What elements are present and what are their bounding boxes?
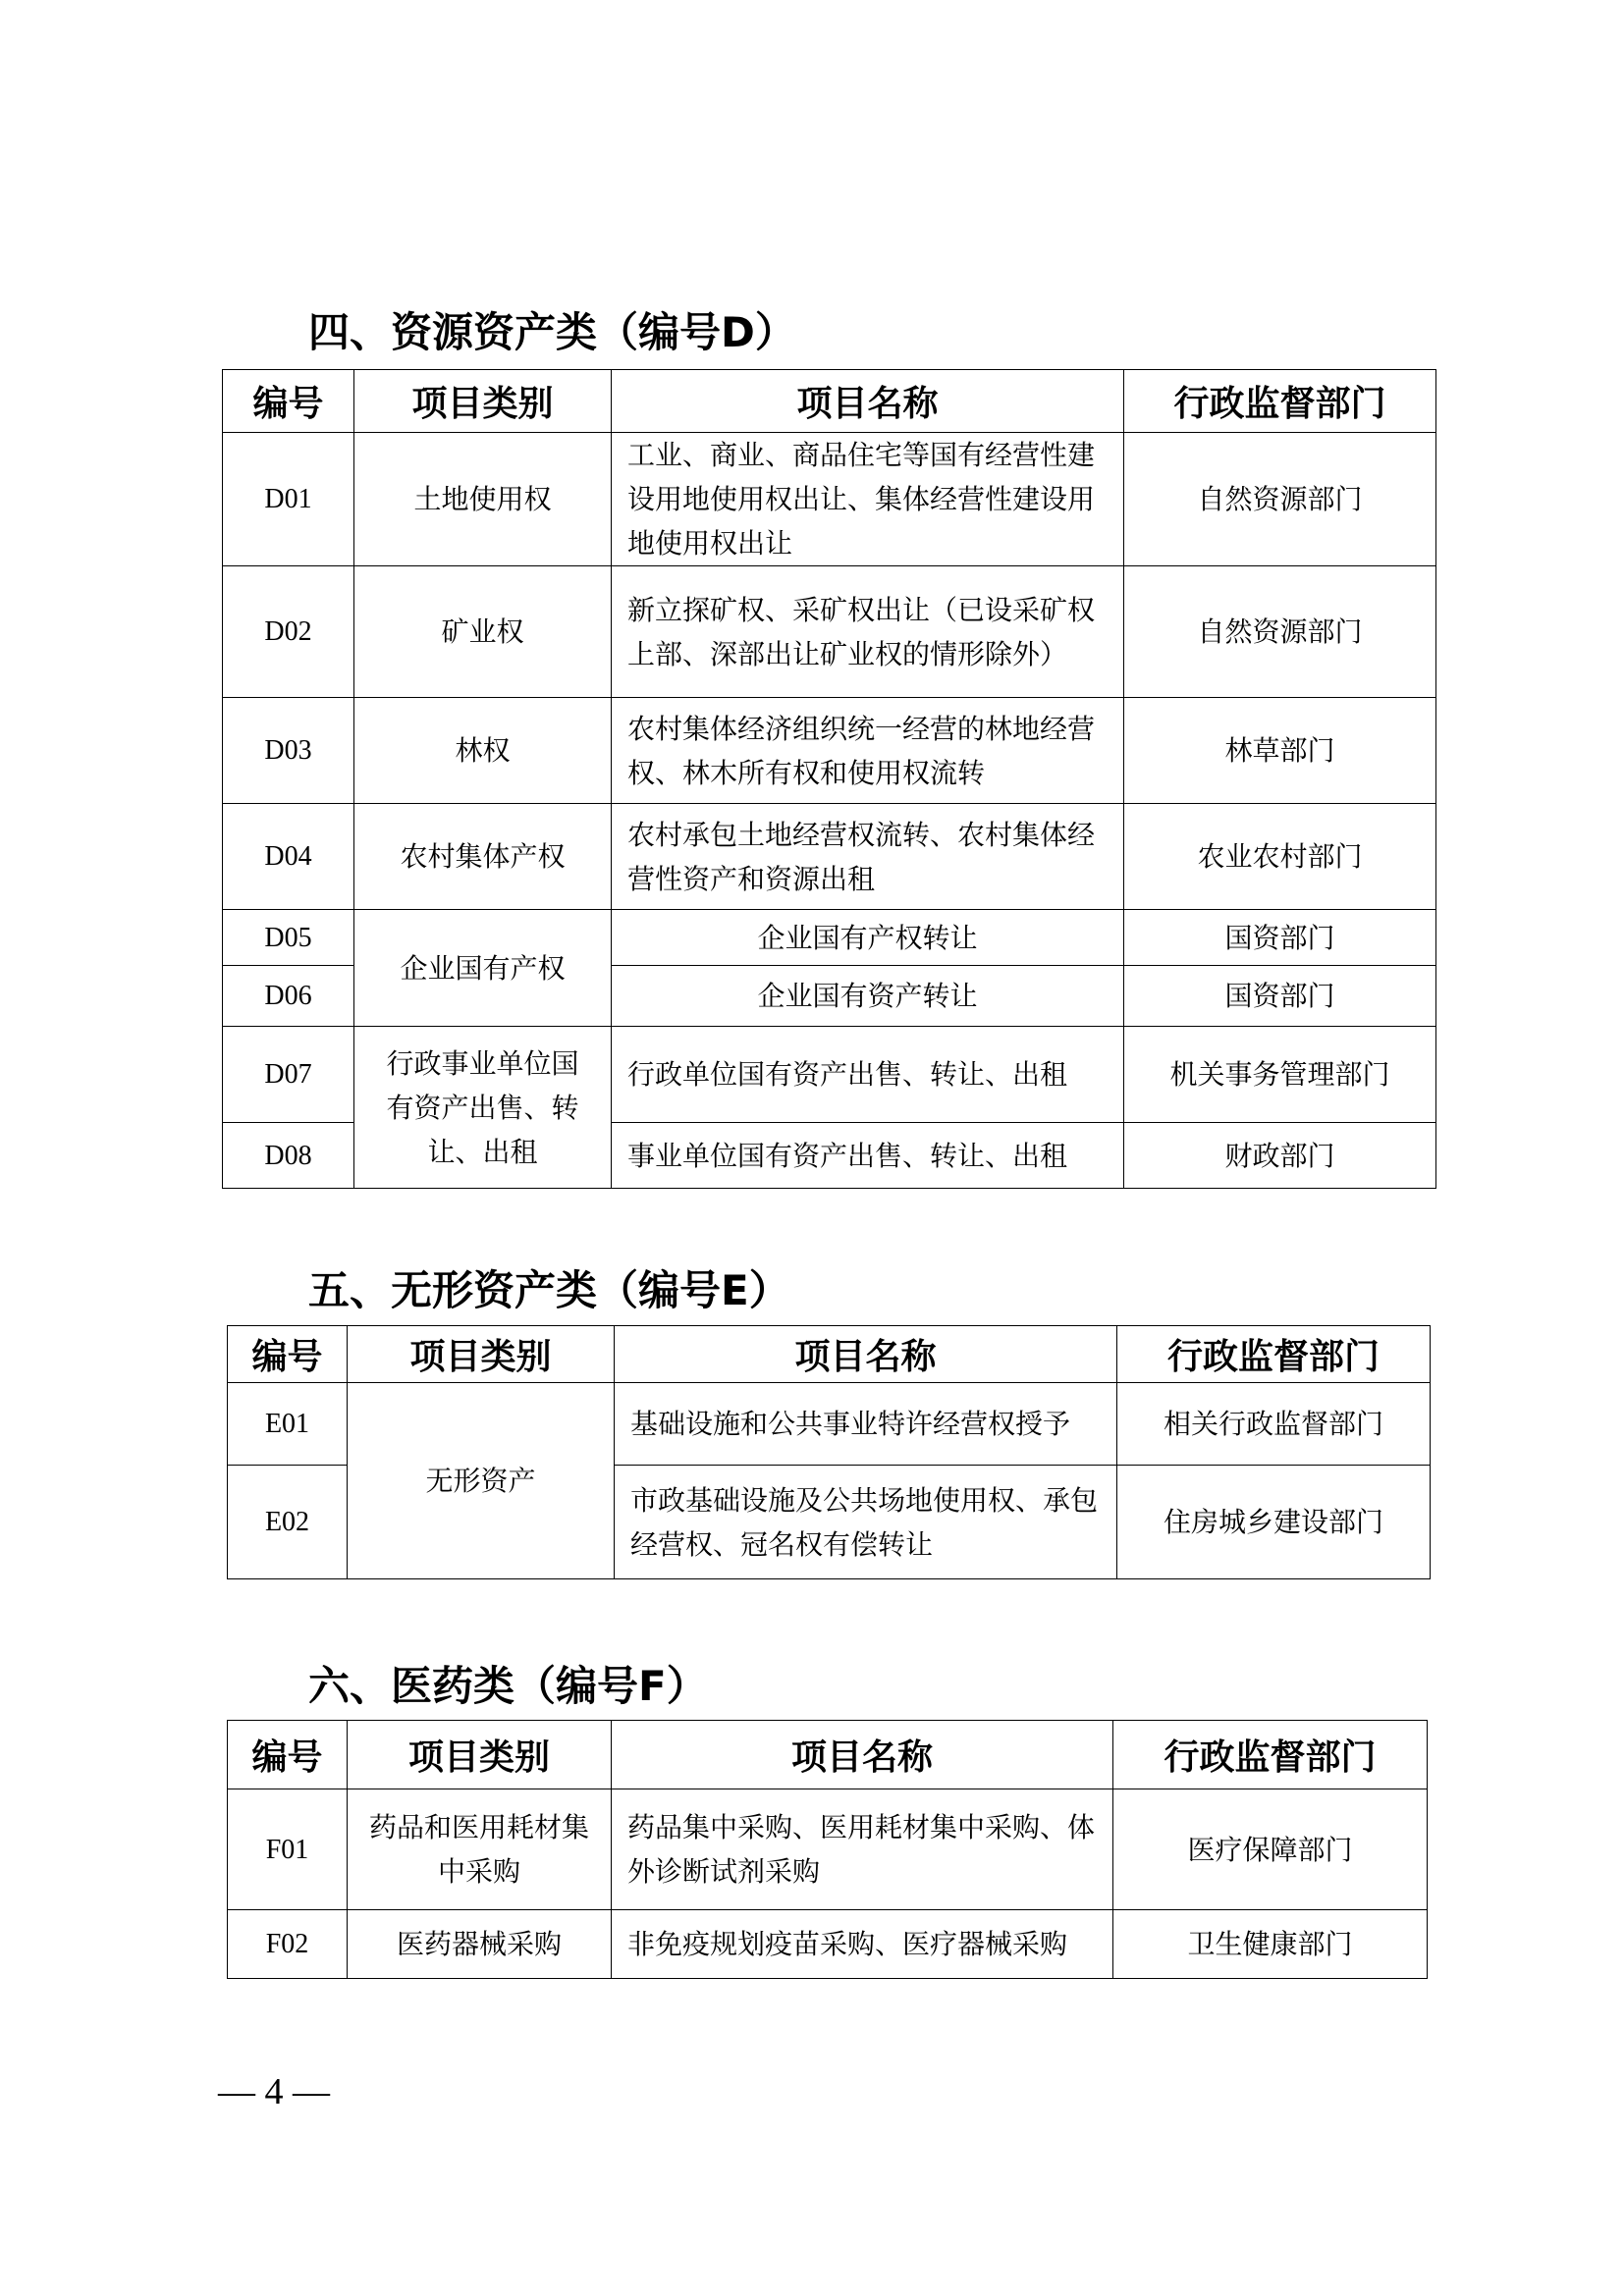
row-name: 新立探矿权、采矿权出让（已设采矿权上部、深部出让矿业权的情形除外） [612,566,1124,698]
row-name: 事业单位国有资产出售、转让、出租 [612,1123,1124,1189]
row-code: E01 [228,1383,348,1466]
section-f-table [227,1720,1428,1979]
row-dept: 农业农村部门 [1124,804,1436,910]
header-name: 项目名称 [612,370,1124,433]
row-code: D01 [223,433,354,566]
row-dept: 国资部门 [1124,966,1436,1027]
row-category: 林权 [354,698,612,804]
row-name: 工业、商业、商品住宅等国有经营性建设用地使用权出让、集体经营性建设用地使用权出让 [612,433,1124,566]
header-code: 编号 [228,1326,348,1383]
row-name: 企业国有资产转让 [612,966,1124,1027]
section-d-table [222,369,1436,1189]
row-dept: 林草部门 [1124,698,1436,804]
row-dept: 自然资源部门 [1124,433,1436,566]
row-category: 无形资产 [348,1383,615,1579]
header-name: 项目名称 [615,1326,1117,1383]
section-e-title: 五、无形资产类（编号E） [308,1266,790,1314]
row-name: 药品集中采购、医用耗材集中采购、体外诊断试剂采购 [612,1789,1113,1910]
row-name: 农村承包土地经营权流转、农村集体经营性资产和资源出租 [612,804,1124,910]
row-category: 医药器械采购 [348,1910,612,1979]
header-category: 项目类别 [348,1721,612,1789]
row-code: D07 [223,1027,354,1123]
row-code: E02 [228,1466,348,1579]
header-dept: 行政监督部门 [1117,1326,1431,1383]
row-name: 行政单位国有资产出售、转让、出租 [612,1027,1124,1123]
row-dept: 住房城乡建设部门 [1117,1466,1431,1579]
table-header-row [228,1326,1431,1383]
row-code: D05 [223,910,354,966]
section-d-title: 四、资源资产类（编号D） [308,308,796,356]
row-name: 农村集体经济组织统一经营的林地经营权、林木所有权和使用权流转 [612,698,1124,804]
row-category: 行政事业单位国有资产出售、转让、出租 [354,1027,612,1189]
table-row [228,1789,1428,1910]
row-category: 药品和医用耗材集中采购 [348,1789,612,1910]
header-dept: 行政监督部门 [1113,1721,1428,1789]
table-row [223,910,1436,966]
table-row [223,698,1436,804]
row-dept: 财政部门 [1124,1123,1436,1189]
row-code: D03 [223,698,354,804]
row-name: 非免疫规划疫苗采购、医疗器械采购 [612,1910,1113,1979]
row-code: D06 [223,966,354,1027]
table-row [223,566,1436,698]
row-category: 土地使用权 [354,433,612,566]
section-e-table [227,1325,1431,1579]
table-header-row [228,1721,1428,1789]
row-code: F01 [228,1789,348,1910]
section-f-title: 六、医药类（编号F） [308,1662,708,1710]
row-dept: 卫生健康部门 [1113,1910,1428,1979]
table-row [223,433,1436,566]
header-category: 项目类别 [354,370,612,433]
row-dept: 国资部门 [1124,910,1436,966]
row-code: D04 [223,804,354,910]
row-name: 市政基础设施及公共场地使用权、承包经营权、冠名权有偿转让 [615,1466,1117,1579]
table-row [223,1027,1436,1123]
table-row [228,1383,1431,1466]
row-dept: 相关行政监督部门 [1117,1383,1431,1466]
page-number: — 4 — [218,2071,330,2112]
table-row [228,1910,1428,1979]
row-name: 基础设施和公共事业特许经营权授予 [615,1383,1117,1466]
row-name: 企业国有产权转让 [612,910,1124,966]
header-category: 项目类别 [348,1326,615,1383]
table-header-row [223,370,1436,433]
header-name: 项目名称 [612,1721,1113,1789]
row-category: 矿业权 [354,566,612,698]
row-code: D02 [223,566,354,698]
table-row [223,804,1436,910]
header-dept: 行政监督部门 [1124,370,1436,433]
row-code: D08 [223,1123,354,1189]
row-dept: 医疗保障部门 [1113,1789,1428,1910]
header-code: 编号 [228,1721,348,1789]
header-code: 编号 [223,370,354,433]
row-dept: 自然资源部门 [1124,566,1436,698]
row-dept: 机关事务管理部门 [1124,1027,1436,1123]
row-code: F02 [228,1910,348,1979]
row-category: 企业国有产权 [354,910,612,1027]
row-category: 农村集体产权 [354,804,612,910]
